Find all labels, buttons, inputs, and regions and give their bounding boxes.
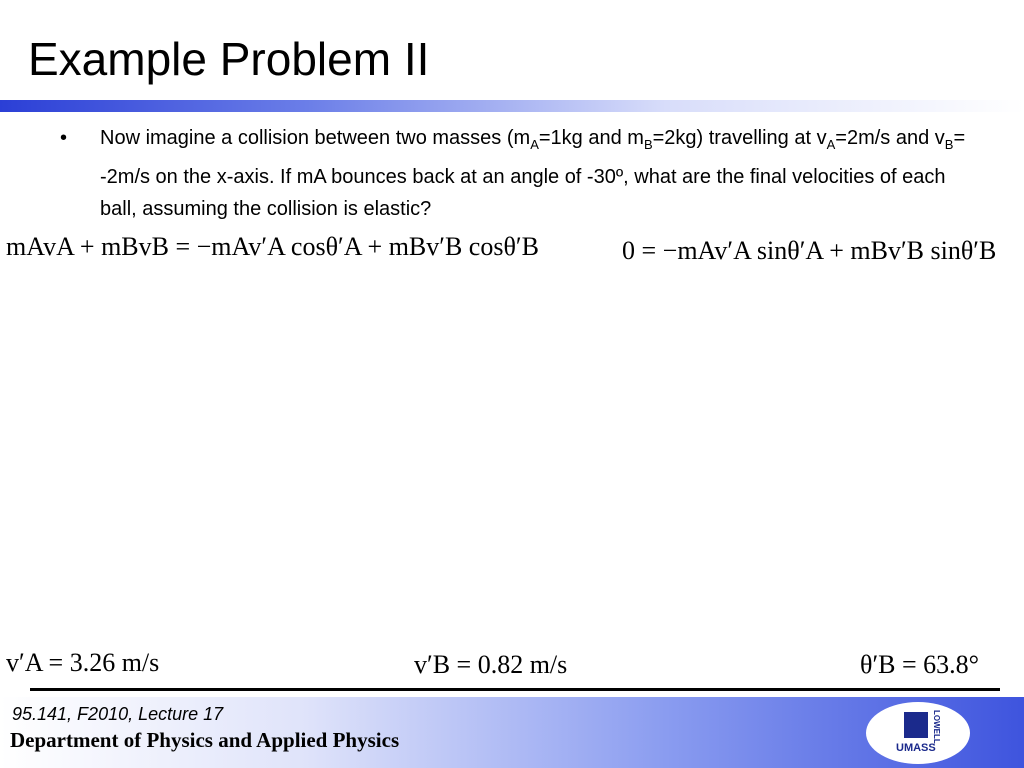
result-vb: v′B = 0.82 m/s — [414, 650, 568, 679]
logo-word: UMASS — [896, 742, 936, 754]
bullet-part-3: =2kg) travelling at v — [652, 127, 827, 149]
bullet-marker: • — [60, 127, 68, 149]
bullet-sub-1: A — [530, 137, 539, 152]
footer-course-label: 95.141, F2010, Lecture 17 — [12, 704, 224, 724]
bullet-part-4: =2m/s and v — [835, 127, 945, 149]
bullet-part-2: =1kg and m — [538, 127, 644, 149]
result-theta-b: θ′B = 63.8° — [860, 650, 980, 679]
bullet-sub-2: B — [643, 137, 653, 152]
bullet-part-1: Now imagine a collision between two masses (m — [100, 127, 531, 149]
bullet-sub-4: B — [944, 137, 954, 152]
footer-department: Department of Physics and Applied Physics — [10, 728, 400, 752]
result-va: v′A = 3.26 m/s — [6, 648, 160, 677]
title-underline-bar — [0, 100, 1024, 112]
logo-mark-icon — [904, 712, 928, 738]
slide-title: Example Problem II — [28, 33, 430, 85]
bullet-part-5: = -2m/s on the x-axis. If mA bounces back at an angle of -30º, what are the final velocities of each ball, assuming the collision is elastic? — [100, 127, 966, 220]
logo-side-word: LOWELL — [932, 710, 941, 744]
umass-lowell-logo — [866, 702, 970, 764]
bullet-text — [100, 122, 980, 225]
momentum-x-equation: mAvA + mBvB = −mAv′A cosθ′A + mBv′B cosθ′B — [6, 232, 539, 261]
results-divider-line — [30, 688, 1000, 691]
bullet-sub-3: A — [826, 137, 836, 152]
momentum-y-equation: 0 = −mAv′A sinθ′A + mBv′B sinθ′B — [622, 236, 997, 265]
